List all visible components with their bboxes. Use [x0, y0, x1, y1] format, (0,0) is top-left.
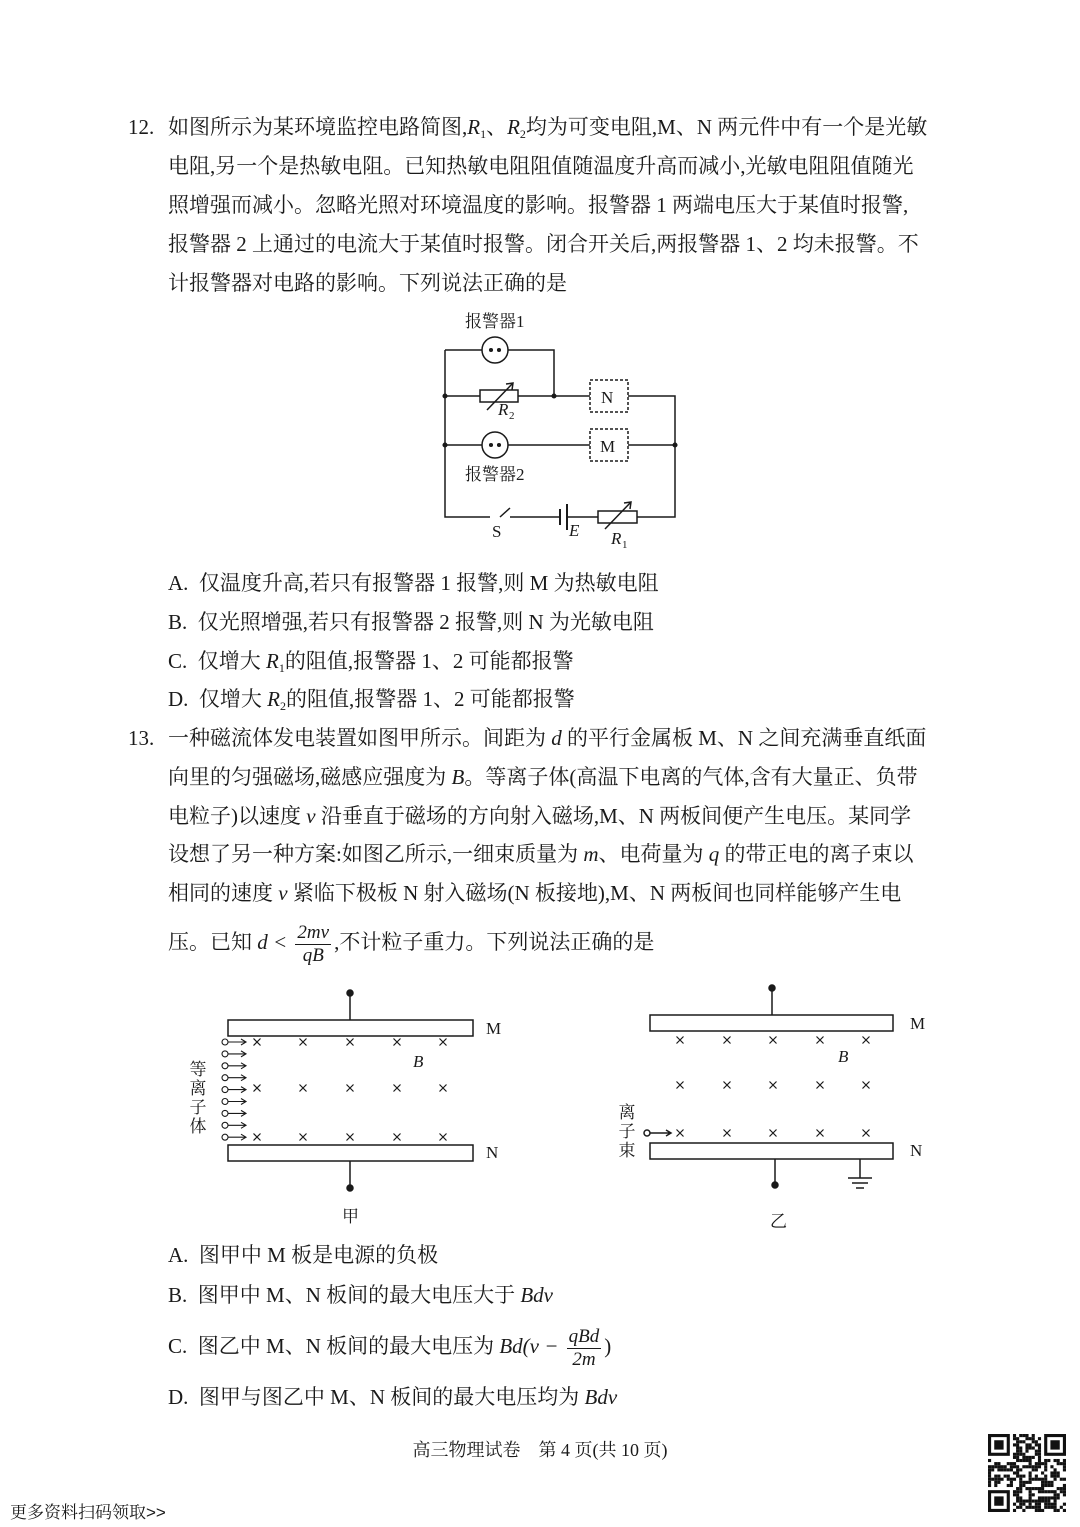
plasma-particle	[222, 1134, 228, 1140]
q12-option-d: D. 仅增大 $R_2$的阻值,报警器 1、2 可能都报警	[168, 687, 575, 713]
magnetic-field-cross	[440, 1085, 447, 1092]
svg-text:1: 1	[622, 539, 628, 551]
magnetic-field-cross	[817, 1130, 824, 1137]
q12-stem-line-3: 照增强而减小。忽略光照对环境温度的影响。报警器 1 两端电压大于某值时报警,	[168, 193, 909, 217]
figure-a-plasma-generator	[187, 990, 502, 1226]
magnetic-field-cross	[394, 1085, 401, 1092]
magnetic-field-cross	[724, 1130, 731, 1137]
magnetic-field-cross	[724, 1037, 731, 1044]
svg-text:R: R	[498, 400, 509, 419]
magnetic-field-cross	[394, 1039, 401, 1046]
battery-icon	[560, 504, 567, 530]
svg-text:E: E	[569, 521, 580, 540]
svg-text:B: B	[838, 1047, 849, 1066]
qr-code-icon[interactable]	[988, 1434, 1066, 1512]
plate-m	[650, 1015, 893, 1031]
q12-option-c: C. 仅增大 $R_1$的阻值,报警器 1、2 可能都报警	[168, 649, 574, 675]
svg-text:B: B	[413, 1052, 424, 1071]
magnetic-field-cross	[347, 1085, 354, 1092]
magnetic-field-cross	[440, 1134, 447, 1141]
fraction-qbd-2m: $\frac{\text{qBd}}{2m}$	[568, 1325, 600, 1370]
svg-text:M: M	[910, 1014, 926, 1033]
plasma-particle	[222, 1110, 228, 1116]
magnetic-field-cross	[677, 1037, 684, 1044]
q13-stem-line-5: 相同的速度 v 紧临下极板 N 射入磁场(N 板接地),M、N 两板间也同样能够产生电	[168, 881, 902, 905]
magnetic-field-cross	[863, 1130, 870, 1137]
magnetic-field-cross	[300, 1134, 307, 1141]
svg-text:N: N	[910, 1141, 923, 1160]
magnetic-field-cross	[440, 1039, 447, 1046]
magnetic-field-cross	[347, 1134, 354, 1141]
plasma-arrow	[228, 1099, 246, 1105]
svg-text:N: N	[601, 388, 614, 407]
svg-text:乙: 乙	[770, 1212, 787, 1231]
magnetic-field-cross	[770, 1082, 777, 1089]
q12-stem-line-1: 如图所示为某环境监控电路简图$,R_1$、$R_2$均为可变电阻,M、N 两元件中有一个是光敏	[168, 115, 928, 141]
svg-text:R: R	[611, 529, 622, 548]
plasma-particle	[222, 1051, 228, 1057]
q13-stem-line-1: 一种磁流体发电装置如图甲所示。间距为 d 的平行金属板 M、N 之间充满垂直纸面	[168, 726, 927, 750]
magnetic-field-cross	[254, 1134, 261, 1141]
q13-stem-line-6: 压。已知 d < $\frac{2mv}{qB}$ ,不计粒子重力。下列说法正确的是	[168, 921, 655, 966]
alarm-2-icon	[482, 432, 508, 458]
magnetic-field-cross	[677, 1130, 684, 1137]
magnetic-field-cross	[254, 1039, 261, 1046]
magnetic-field-cross	[863, 1037, 870, 1044]
magnetic-field-cross	[770, 1037, 777, 1044]
plate-n	[228, 1145, 473, 1161]
plasma-particle	[222, 1075, 228, 1081]
q12-stem-line-2: 电阻,另一个是热敏电阻。已知热敏电阻阻值随温度升高而减小,光敏电阻阻值随光	[168, 154, 914, 178]
plate-m	[228, 1020, 473, 1036]
q13-stem-line-3: 电粒子)以速度 v 沿垂直于磁场的方向射入磁场,M、N 两板间便产生电压。某同学	[168, 804, 912, 828]
magnetic-field-cross	[677, 1082, 684, 1089]
plasma-arrow	[228, 1110, 246, 1116]
magnetic-field-cross	[347, 1039, 354, 1046]
plasma-arrow	[228, 1063, 246, 1069]
svg-text:M: M	[600, 437, 616, 456]
q13-option-d: D. 图甲与图乙中 M、N 板间的最大电压均为 Bdv	[168, 1385, 618, 1409]
plate-n	[650, 1143, 893, 1159]
plasma-arrow	[228, 1134, 246, 1140]
q13-option-c: C. 图乙中 M、N 板间的最大电压为 Bd(v − $\frac{\text{qBd}}{2m}$ )	[168, 1325, 612, 1370]
magnetic-field-cross	[300, 1085, 307, 1092]
svg-text:M: M	[486, 1019, 502, 1038]
svg-text:N: N	[486, 1143, 499, 1162]
plasma-particle	[222, 1039, 228, 1045]
magnetic-field-cross	[817, 1082, 824, 1089]
q13-option-a: A. 图甲中 M 板是电源的负极	[168, 1243, 439, 1267]
figure-b-ion-beam	[616, 985, 926, 1231]
q13-stem-line-4: 设想了另一种方案:如图乙所示,一细束质量为 m、电荷量为 q 的带正电的离子束以	[168, 842, 914, 866]
page-footer: 高三物理试卷 第 4 页(共 10 页)	[412, 1440, 668, 1460]
svg-text:等离子体: 等离子体	[186, 1060, 206, 1136]
plasma-particle	[222, 1099, 228, 1105]
magnetic-field-cross	[817, 1037, 824, 1044]
plasma-particle	[222, 1063, 228, 1069]
q12-option-b: B. 仅光照增强,若只有报警器 2 报警,则 N 为光敏电阻	[168, 610, 654, 634]
svg-text:报警器1: 报警器1	[465, 312, 525, 331]
svg-text:甲: 甲	[342, 1207, 359, 1226]
magnetic-field-cross	[394, 1134, 401, 1141]
circuit-diagram	[443, 311, 677, 551]
svg-text:报警器2: 报警器2	[465, 465, 525, 484]
q12-option-a: A. 仅温度升高,若只有报警器 1 报警,则 M 为热敏电阻	[168, 571, 659, 595]
alarm-1-icon	[482, 337, 508, 363]
q13-option-b: B. 图甲中 M、N 板间的最大电压大于 Bdv	[168, 1283, 554, 1307]
magnetic-field-cross	[863, 1082, 870, 1089]
magnetic-field-cross	[254, 1085, 261, 1092]
svg-text:S: S	[492, 522, 502, 541]
svg-text:2: 2	[509, 410, 515, 422]
plasma-arrow	[228, 1087, 246, 1093]
question-13-number: 13.	[128, 726, 155, 750]
plasma-arrow	[228, 1122, 246, 1128]
question-12-number: 12.	[128, 115, 155, 139]
magnetic-field-cross	[300, 1039, 307, 1046]
q12-stem-line-4: 报警器 2 上通过的电流大于某值时报警。闭合开关后,两报警器 1、2 均未报警。不	[168, 232, 919, 256]
more-resources-link[interactable]: 更多资料扫码领取>>	[10, 1503, 166, 1522]
plasma-arrow	[228, 1039, 246, 1045]
q12-stem-line-5: 计报警器对电路的影响。下列说法正确的是	[168, 271, 567, 295]
q13-stem-line-2: 向里的匀强磁场,磁感应强度为 B。等离子体(高温下电离的气体,含有大量正、负带	[168, 765, 918, 789]
svg-text:离子束: 离子束	[615, 1103, 635, 1160]
plasma-arrow	[228, 1051, 246, 1057]
fraction-2mv-qb: $\frac{2mv}{qB}$	[297, 921, 330, 966]
plasma-particle	[222, 1122, 228, 1128]
magnetic-field-cross	[770, 1130, 777, 1137]
plasma-arrow	[228, 1075, 246, 1081]
plasma-particle	[222, 1087, 228, 1093]
magnetic-field-cross	[724, 1082, 731, 1089]
